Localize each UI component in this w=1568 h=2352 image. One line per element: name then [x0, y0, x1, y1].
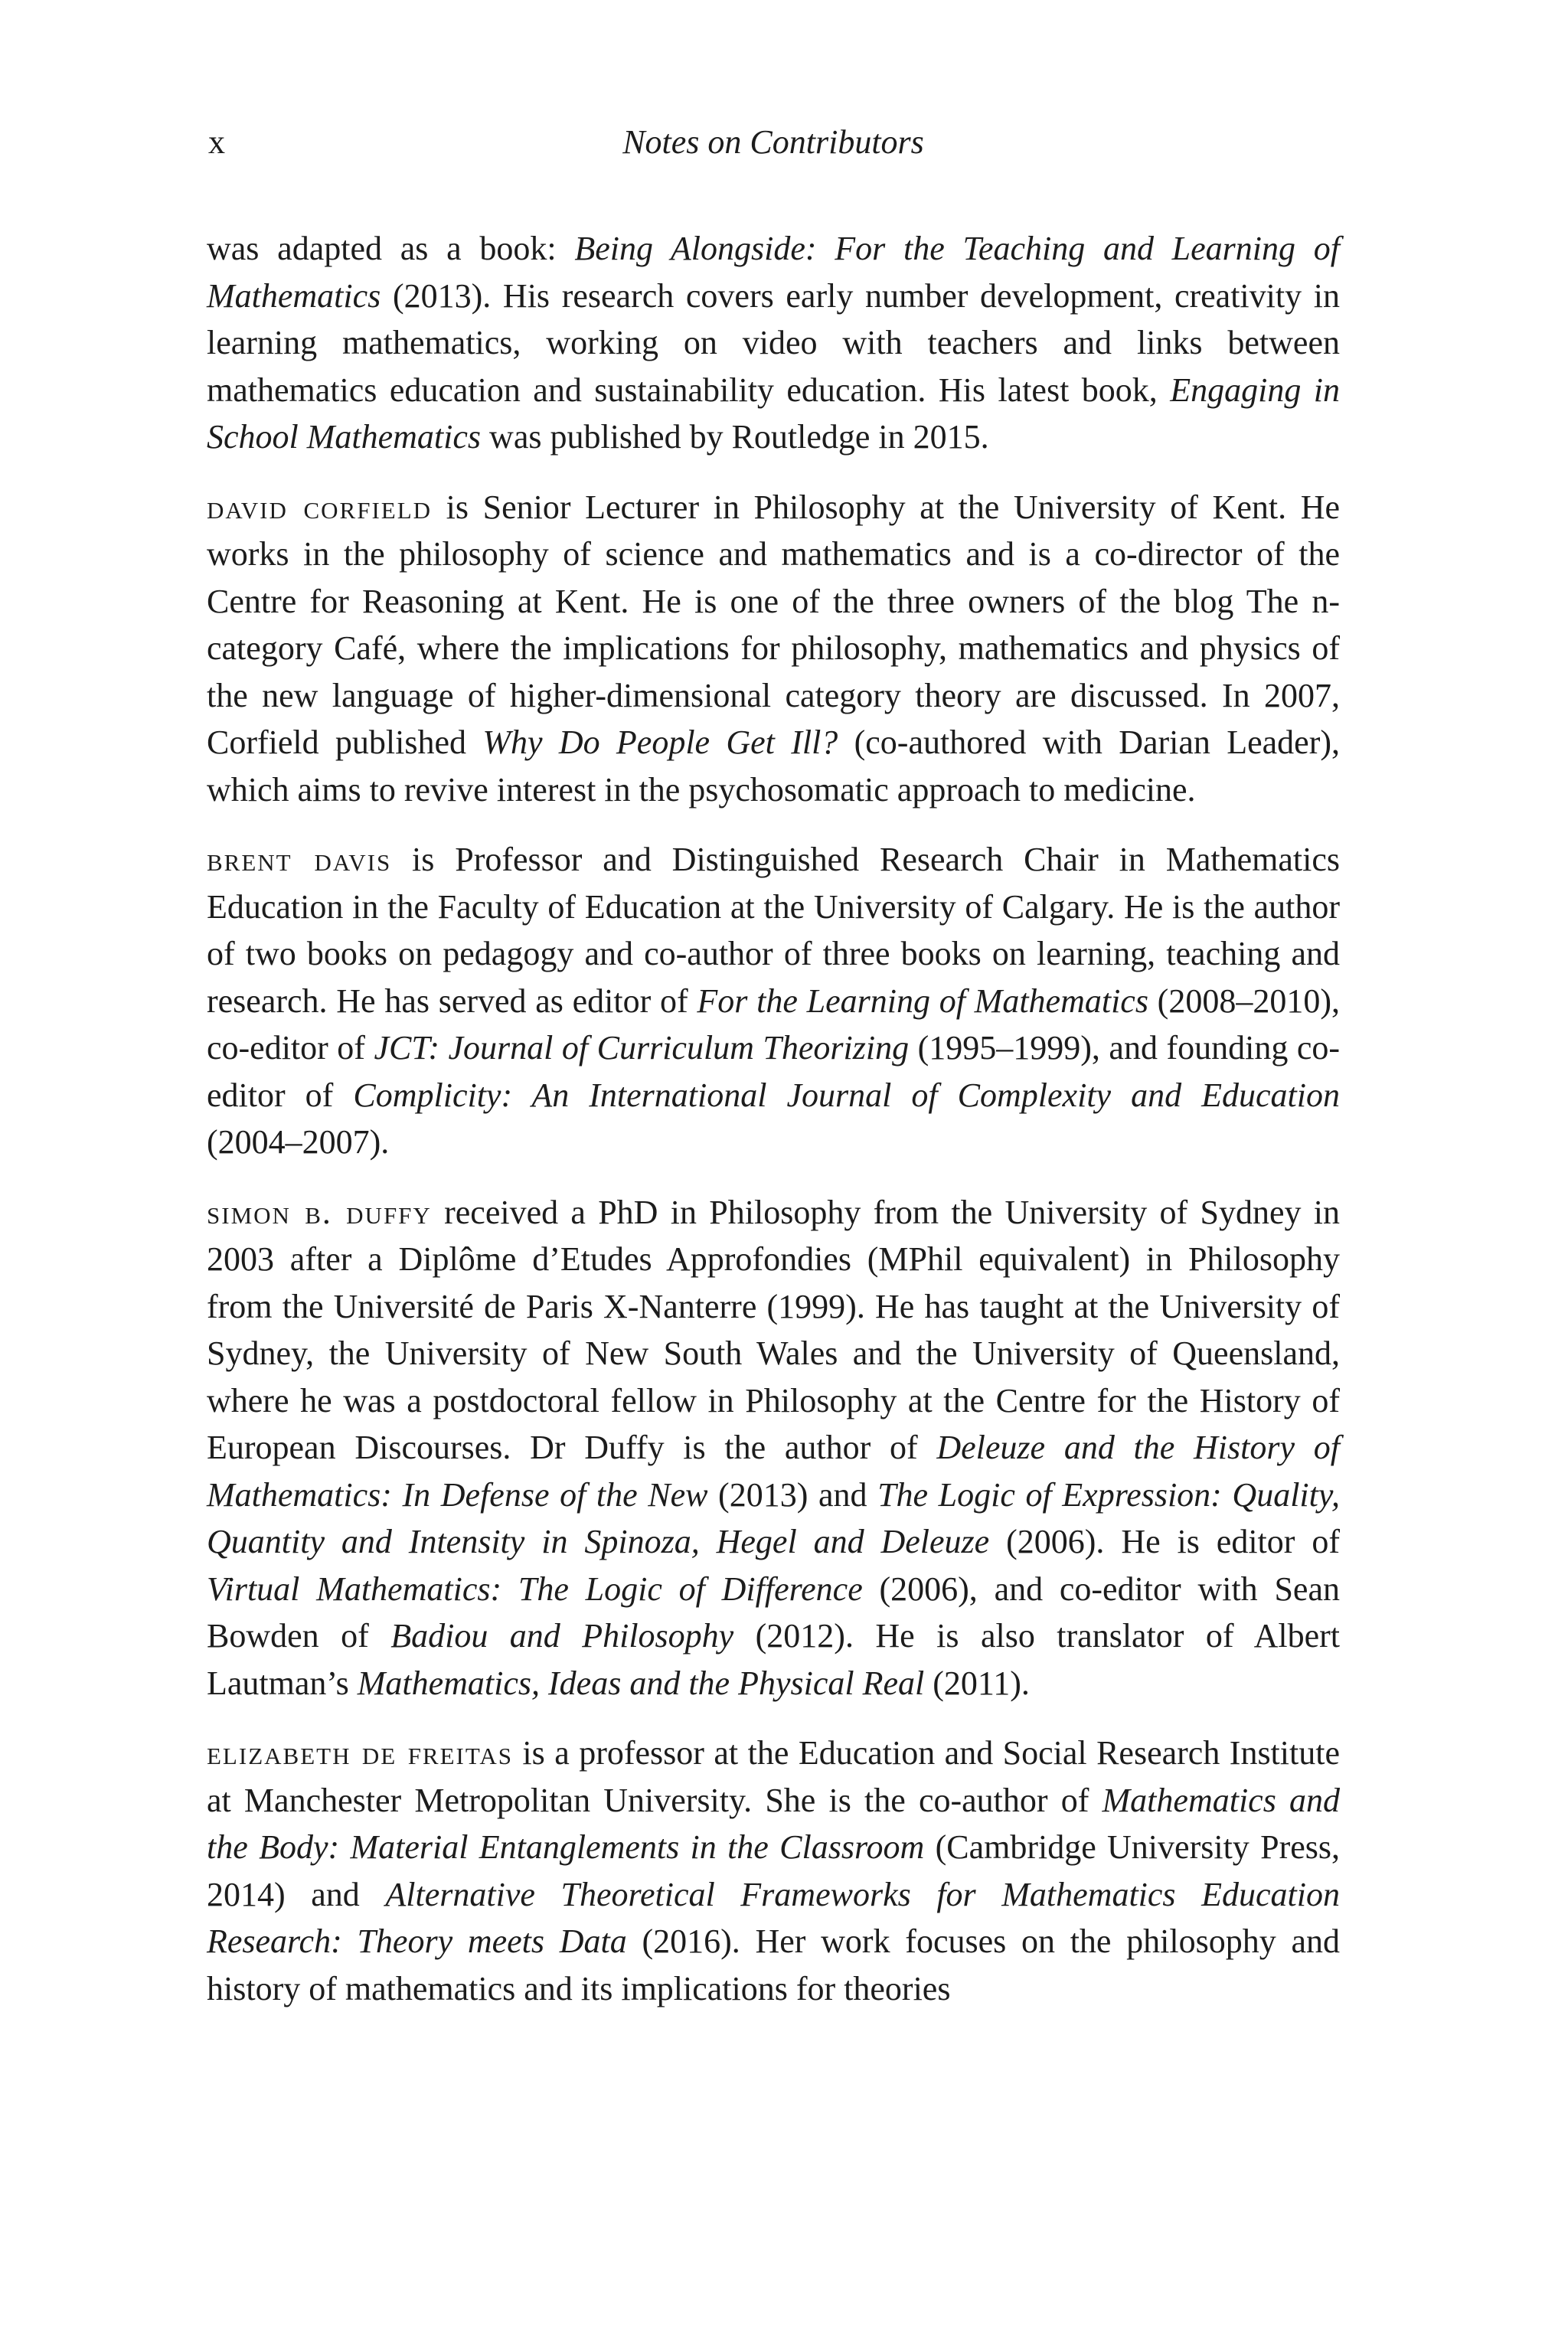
running-header — [207, 116, 1340, 170]
work-title: Alternative Theoretical Frameworks for Mathematics Education Research: Theory meets Data — [207, 1875, 1341, 1960]
bio-text: (2013) and — [707, 1475, 878, 1514]
contributor-entry — [207, 836, 1340, 1166]
bio-text: (2012). He is also translator of Albert Lautman’s — [207, 1617, 1340, 1702]
work-title: Mathematics, Ideas and the Physical Real — [357, 1664, 925, 1702]
bio-text: (2006). He is editor of — [989, 1523, 1340, 1560]
bio-text: (2011). — [924, 1664, 1030, 1702]
bio-text: (co-authored with Darian Leader), which aims to revive interest in the psychosomatic approach to medicine. — [207, 724, 1340, 808]
work-title: Why Do People Get Ill? — [482, 724, 838, 761]
page-number: x — [208, 123, 225, 161]
bio-text: (2008–2010), co-editor of — [207, 982, 1340, 1067]
bio-text: (Cambridge University Press, 2014) and — [207, 1828, 1340, 1913]
contributor-entry — [207, 225, 1340, 461]
work-title: Complicity: An International Journal of Complexity and Education — [353, 1076, 1341, 1114]
bio-text: (2013). His research covers early number development, creativity in learning mathematics, working on video with teachers and links between mathematics education and sustainability education. His latest book, — [207, 276, 1340, 409]
contributor-entry — [207, 484, 1340, 814]
work-title: Virtual Mathematics: The Logic of Difference — [207, 1570, 863, 1608]
contributor-name: elizabeth de freitas — [207, 1734, 513, 1772]
contributor-entry — [207, 1730, 1340, 2012]
bio-text: was adapted as a book: — [207, 230, 575, 267]
bio-text: is Senior Lecturer in Philosophy at the University of Kent. He works in the philosophy of science and mathematics and is a co-director of the Centre for Reasoning at Kent. He is one of the three owners of the blog The n-category Café, where the implications for philosophy, mathematics and physics of the new language of higher-dimensional category theory are discussed. In 2007, Corfield published — [207, 488, 1340, 761]
bio-text: is Professor and Distinguished Research Chair in Mathematics Education in the Faculty of Education at the University of Calgary. He is the author of two books on pedagogy and co-author of three books on learning, teaching and research. He has served as editor of — [207, 841, 1341, 1020]
work-title: For the Learning of Mathematics — [697, 982, 1148, 1020]
contributor-notes — [207, 225, 1340, 2035]
contributor-name: brent davis — [207, 841, 392, 878]
bio-text: was published by Routledge in 2015. — [481, 418, 989, 456]
bio-text: is a professor at the Education and Social Research Institute at Manchester Metropolitan University. She is the co-author of — [207, 1734, 1340, 1819]
work-title: The Logic of Expression: Quality, Quantity and Intensity in Spinoza, Hegel and Deleuze — [207, 1475, 1340, 1560]
work-title: Mathematics and the Body: Material Entanglements in the Classroom — [207, 1781, 1340, 1866]
contributor-name: simon b. duffy — [207, 1193, 432, 1231]
work-title: Being Alongside: For the Teaching and Learning of Mathematics — [207, 230, 1340, 315]
bio-text: (2016). Her work focuses on the philosophy and history of mathematics and its implications for theories — [207, 1922, 1340, 2007]
bio-text: (1995–1999), and founding co-editor of — [207, 1029, 1340, 1114]
work-title: Badiou and Philosophy — [390, 1617, 734, 1655]
contributor-name: david corfield — [207, 488, 433, 526]
contributor-entry — [207, 1189, 1340, 1707]
bio-text: received a PhD in Philosophy from the University of Sydney in 2003 after a Diplôme d’Etudes Approfondies (MPhil equivalent) in Philosophy from the Université de Paris X-Nanterre (1999). He has taught at the University of Sydney, the University of New South Wales and the University of Queensland, where he was a postdoctoral fellow in Philosophy at the Centre for the History of European Discourses. Dr Duffy is the author of — [207, 1193, 1340, 1466]
work-title: Deleuze and the History of Mathematics: In Defense of the New — [207, 1429, 1340, 1514]
bio-text: (2006), and co-editor with Sean Bowden of — [207, 1570, 1340, 1655]
work-title: Engaging in School Mathematics — [207, 371, 1340, 456]
running-title: Notes on Contributors — [622, 123, 924, 161]
bio-text: (2004–2007). — [207, 1123, 390, 1161]
work-title: JCT: Journal of Curriculum Theorizing — [374, 1029, 910, 1067]
